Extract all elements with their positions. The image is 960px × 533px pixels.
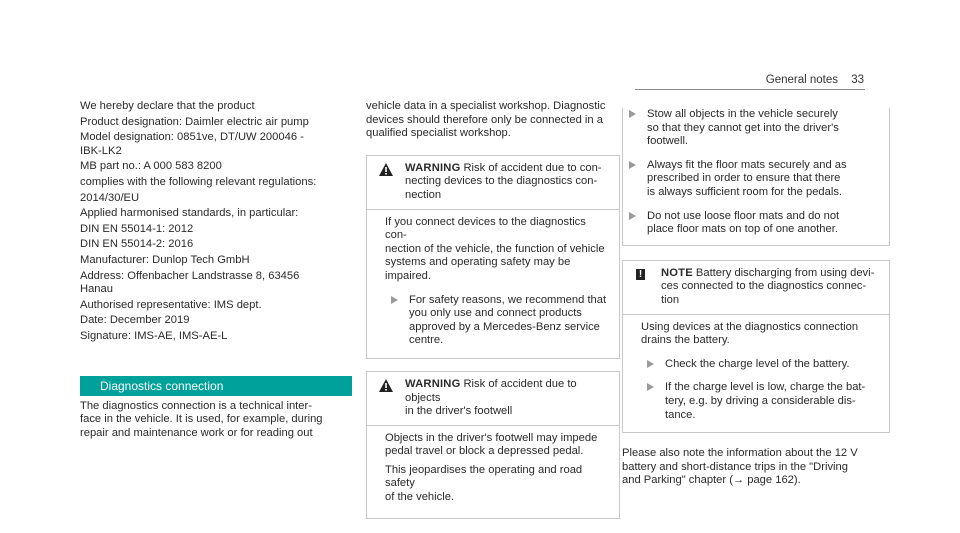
declaration-line: Manufacturer: Dunlop Tech GmbH [80, 253, 250, 266]
warning-header [367, 156, 619, 210]
declaration-line: Authorised representative: IMS dept. [80, 298, 262, 311]
declaration-line: Address: Offenbacher Landstrasse 8, 63456 Hanau [80, 269, 300, 296]
note-title [661, 267, 881, 308]
warning-body-text: If you connect devices to the diagnostics con- nection of the vehicle, the function of vehicle systems and operating safety may be impaired. [385, 215, 605, 282]
note-title-text: Battery discharging from using devi- ces connected to the diagnostics connec- tion [661, 266, 875, 306]
warning-body [367, 210, 619, 358]
declaration-line: 2014/30/EU [80, 191, 140, 204]
bullet-arrow-icon [647, 360, 654, 368]
warning-body-text: Objects in the driver's footwell may impede pedal travel or block a depressed pedal. [385, 431, 598, 458]
note-label: NOTE [661, 266, 693, 279]
bullet-arrow-icon [629, 110, 636, 118]
bullet-arrow-icon [391, 296, 398, 304]
footwell-bullets-box [622, 108, 890, 246]
declaration-line: DIN EN 55014-2: 2016 [80, 238, 194, 251]
warning-header [367, 372, 619, 426]
header-rule [635, 89, 865, 90]
declaration-line: DIN EN 55014-1: 2012 [80, 222, 194, 235]
column-1 [80, 100, 352, 442]
bullet-text: For safety reasons, we recommend that you only use and connect products approved by a Mercedes-Benz service centre. [409, 293, 607, 347]
warning-title-text: Risk of accident due to objects in the driver's footwell [405, 377, 577, 418]
warning-box-footwell [366, 371, 620, 519]
warning-title [405, 162, 611, 203]
column-2 [366, 100, 620, 519]
list-item [623, 210, 889, 237]
column-3 [622, 100, 890, 490]
declaration-line: complies with the following relevant regulations: [80, 175, 317, 188]
page-header [766, 74, 864, 88]
list-item [623, 159, 889, 200]
final-paragraph: Please also note the information about the 12 V battery and short-distance trips in the "Driving and Parking" chapter (→ page 162). [622, 447, 858, 487]
bullet-text: Always fit the floor mats securely and as prescribed in order to ensure that there is always sufficient room for the pedals. [647, 158, 847, 198]
declaration-line: Date: December 2019 [80, 314, 190, 327]
warning-label: WARNING [405, 161, 461, 174]
bullet-text: Stow all objects in the vehicle securely so that they cannot get into the driver's footwell. [647, 108, 839, 148]
bullet-text: Do not use loose floor mats and do not place floor mats on top of one another. [647, 209, 840, 236]
warning-title [405, 378, 611, 419]
bullet-text: If the charge level is low, charge the bat- tery, e.g. by driving a considerable dis- tance. [665, 381, 866, 421]
page-number: 33 [851, 74, 864, 86]
warning-title-text: Risk of accident due to con- necting devices to the diagnostics con- nection [405, 161, 602, 201]
note-box-battery [622, 260, 890, 433]
declaration-line: Signature: IMS-AE, IMS-AE-L [80, 329, 228, 342]
list-item [641, 381, 879, 422]
warning-body [367, 426, 619, 518]
section-body: The diagnostics connection is a technical inter- face in the vehicle. It is used, for example, during repair and maintenance work or for reading out [80, 399, 323, 439]
note-header [623, 261, 889, 315]
declaration-line: MB part no.: A 000 583 8200 [80, 160, 222, 173]
bullet-arrow-icon [629, 212, 636, 220]
warning-label: WARNING [405, 377, 461, 390]
bullet-arrow-icon [629, 161, 636, 169]
section-heading-diagnostics: Diagnostics connection [80, 376, 352, 396]
declaration-line: We hereby declare that the product [80, 100, 255, 112]
note-body-text: Using devices at the diagnostics connection drains the battery. [641, 320, 859, 347]
warning-triangle-icon [379, 163, 393, 176]
bullet-text: Check the charge level of the battery. [665, 357, 850, 370]
declaration-line: Applied harmonised standards, in particular: [80, 207, 299, 220]
declaration-line: Product designation: Daimler electric air pump [80, 115, 309, 128]
bullet-arrow-icon [647, 383, 654, 391]
warning-box-diagnostics [366, 155, 620, 359]
header-title: General notes [765, 74, 838, 86]
declaration-line: Model designation: 0851ve, DT/UW 200046 - IBK-LK2 [80, 131, 304, 157]
intro-text: vehicle data in a specialist workshop. Diagnostic devices should therefore only be connected in a qualified specialist workshop. [366, 100, 606, 140]
exclamation-icon: ! [636, 269, 645, 280]
note-body [623, 315, 889, 433]
list-item [623, 108, 889, 149]
warning-triangle-icon [379, 379, 393, 392]
list-item [641, 358, 879, 372]
warning-bullet [385, 294, 609, 348]
warning-body-text: This jeopardises the operating and road safety of the vehicle. [385, 463, 583, 504]
